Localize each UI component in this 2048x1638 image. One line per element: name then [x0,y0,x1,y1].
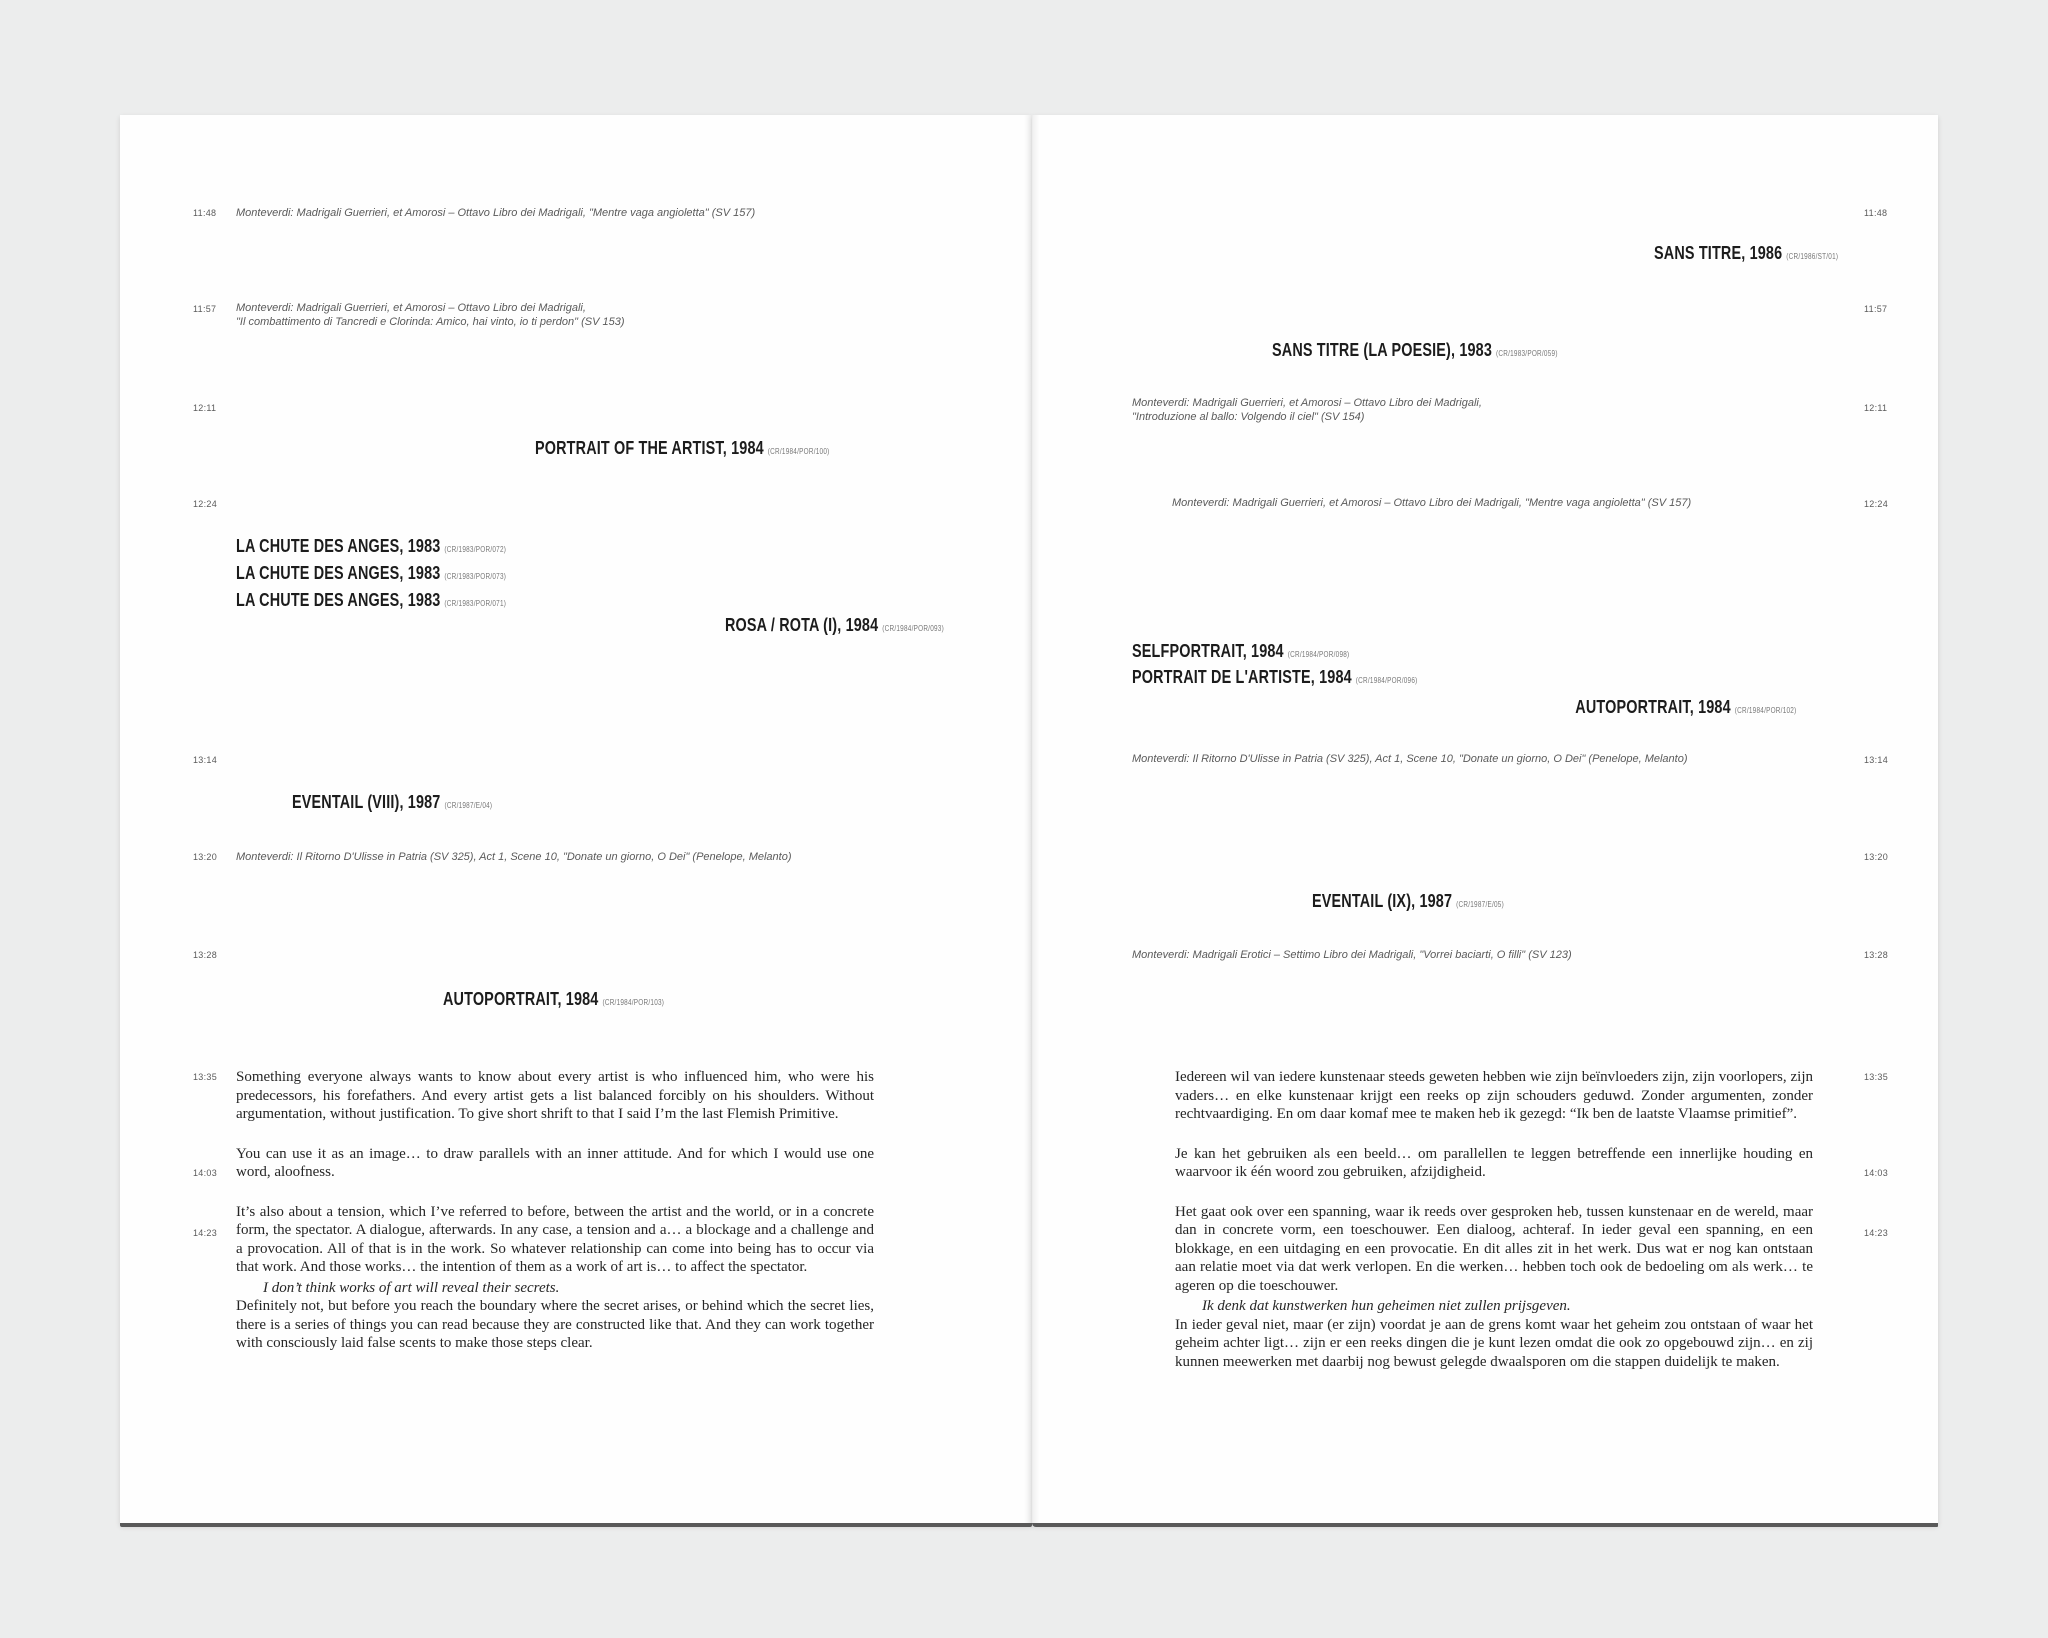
timestamp: 13:20 [1864,852,1889,862]
right-page [1032,115,1938,1525]
music-note: Monteverdi: Madrigali Erotici – Settimo Libro dei Madrigali, "Vorrei baciarti, O filli" (SV 123) [1132,949,1572,961]
paragraph: Je kan het gebruiken als een beeld… om parallellen te leggen betreffende een innerlijke houding en waarvoor ik één woord zou gebruiken, afzijdigheid. [1175,1145,1813,1180]
timestamp: 11:48 [1864,208,1888,218]
music-note: Monteverdi: Madrigali Guerrieri, et Amorosi – Ottavo Libro dei Madrigali, "Il combattimento di Tancredi e Clorinda: Amico, hai vinto, io ti perdon" (SV 153) [236,302,625,328]
artwork-title: SELFPORTRAIT, 1984 (CR/1984/POR/098) [1132,641,1350,661]
artwork-title: EVENTAIL (IX), 1987 (CR/1987/E/05) [1312,891,1504,911]
timestamp: 14:03 [1864,1168,1889,1178]
timestamp: 13:14 [193,755,218,765]
timestamp: 12:24 [193,499,218,509]
timestamp: 12:24 [1864,499,1889,509]
timestamp: 13:20 [193,852,218,862]
book-gutter [1024,115,1040,1525]
music-note: Monteverdi: Il Ritorno D'Ulisse in Patria (SV 325), Act 1, Scene 10, "Donate un giorno, O Dei" (Penelope, Melanto) [236,851,792,863]
timestamp: 13:35 [193,1072,218,1082]
interview-text [236,1068,874,1353]
paragraph: Definitely not, but before you reach the boundary where the secret arises, or behind which the secret lies, there is a series of things you can read because they are constructed like that. And they can work together with consciously laid false scents to make those steps clear. [236,1298,874,1351]
paragraph: Het gaat ook over een spanning, waar ik reeds over gesproken heb, tussen kunstenaar en de wereld, maar dan in concrete vorm, een toeschouwer. Een dialoog, achteraf. In ieder geval een spanning, en een blokkage, en een uitdaging en een provocatie. En dit alles zit in het werk. Dus wat er nog kan ontstaan aan relatie moet via dat werk verlopen. En die werken… hebben toch ook de bedoeling om als werk… te ageren op die toeschouwer. [1175,1203,1813,1294]
timestamp: 13:28 [193,950,218,960]
timestamp: 11:57 [193,304,217,314]
artwork-title: ROSA / ROTA (I), 1984 (CR/1984/POR/093) [725,615,944,635]
interviewer-question: Ik denk dat kunstwerken hun geheimen niet zullen prijsgeven. [1202,1298,1571,1314]
interviewer-question: I don’t think works of art will reveal their secrets. [263,1279,560,1296]
paragraph: Iedereen wil van iedere kunstenaar steeds geweten hebben wie zijn beïnvloeders zijn, zijn voorlopers, zijn vaders… en elke kunstenaar krijgt een reeks op zijn schouders geduwd. Zonder argumenten, zonder rechtvaardiging. En om daar komaf mee te maken heb ik gezegd: “Ik ben de laatste Vlaamse primitief”. [1175,1069,1813,1122]
music-note: Monteverdi: Madrigali Guerrieri, et Amorosi – Ottavo Libro dei Madrigali, "Introduzione al ballo: Volgendo il ciel" (SV 154) [1132,397,1482,423]
artwork-title: AUTOPORTRAIT, 1984 (CR/1984/POR/102) [1574,697,1796,717]
artwork-title: AUTOPORTRAIT, 1984 (CR/1984/POR/103) [443,989,665,1009]
artwork-title: EVENTAIL (VIII), 1987 (CR/1987/E/04) [292,792,493,812]
timestamp: 12:11 [193,403,217,413]
artwork-title: SANS TITRE (LA POESIE), 1983 (CR/1983/POR/059) [1272,340,1558,360]
artwork-title: PORTRAIT OF THE ARTIST, 1984 (CR/1984/POR/100) [535,438,830,458]
paragraph: You can use it as an image… to draw parallels with an inner attitude. And for which I would use one word, aloofness. [236,1145,874,1180]
music-note: Monteverdi: Madrigali Guerrieri, et Amorosi – Ottavo Libro dei Madrigali, "Mentre vaga angioletta" (SV 157) [236,207,756,219]
music-note: Monteverdi: Madrigali Guerrieri, et Amorosi – Ottavo Libro dei Madrigali, "Mentre vaga angioletta" (SV 157) [1172,497,1692,509]
left-page [120,115,1032,1525]
timestamp: 11:57 [1864,304,1888,314]
timestamp: 12:11 [1864,403,1888,413]
music-note: Monteverdi: Il Ritorno D'Ulisse in Patria (SV 325), Act 1, Scene 10, "Donate un giorno, O Dei" (Penelope, Melanto) [1132,753,1688,765]
paragraph: In ieder geval niet, maar (er zijn) voordat je aan de grens komt waar het geheim zou ontstaan of waar het geheim achter ligt… zijn er een reeks dingen die je kunt lezen omdat die ook zo opgebouwd zijn… en zij kunnen meewerken met daarbij nog bewust gelegde dwaalsporen om die stappen duidelijk te maken. [1175,1316,1813,1370]
artwork-title: SANS TITRE, 1986 (CR/1986/ST/01) [1653,243,1838,263]
paragraph: Something everyone always wants to know about every artist is who influenced him, who were his predecessors, his forefathers. And every artist gets a list balanced forcibly on his shoulders. Without argumentation, without justification. To give short shrift to that I said I’m the last Flemish Primitive. [236,1069,874,1122]
artwork-title: PORTRAIT DE L'ARTISTE, 1984 (CR/1984/POR/096) [1132,667,1418,687]
timestamp: 13:14 [1864,755,1889,765]
timestamp: 14:23 [193,1228,218,1238]
timestamp: 14:03 [193,1168,218,1178]
artwork-title: LA CHUTE DES ANGES, 1983 (CR/1983/POR/071) [236,590,507,610]
book-spread [120,115,1938,1530]
interview-text [1175,1068,1813,1371]
timestamp: 14:23 [1864,1228,1889,1238]
page-edge [1032,1523,1938,1527]
timestamp: 13:35 [1864,1072,1889,1082]
artwork-title: LA CHUTE DES ANGES, 1983 (CR/1983/POR/072) [236,536,507,556]
artwork-title: LA CHUTE DES ANGES, 1983 (CR/1983/POR/073) [236,563,507,583]
page-edge [120,1523,1032,1527]
paragraph: It’s also about a tension, which I’ve referred to before, between the artist and the world, or in a concrete form, the spectator. A dialogue, afterwards. In any case, a tension and a… a blockage and a challenge and a provocation. All of that is in the work. So whatever relationship can come into being has to occur via that work. And those works… the intention of them as a work of art is… to affect the spectator. [236,1203,874,1275]
timestamp: 13:28 [1864,950,1889,960]
timestamp: 11:48 [193,208,217,218]
